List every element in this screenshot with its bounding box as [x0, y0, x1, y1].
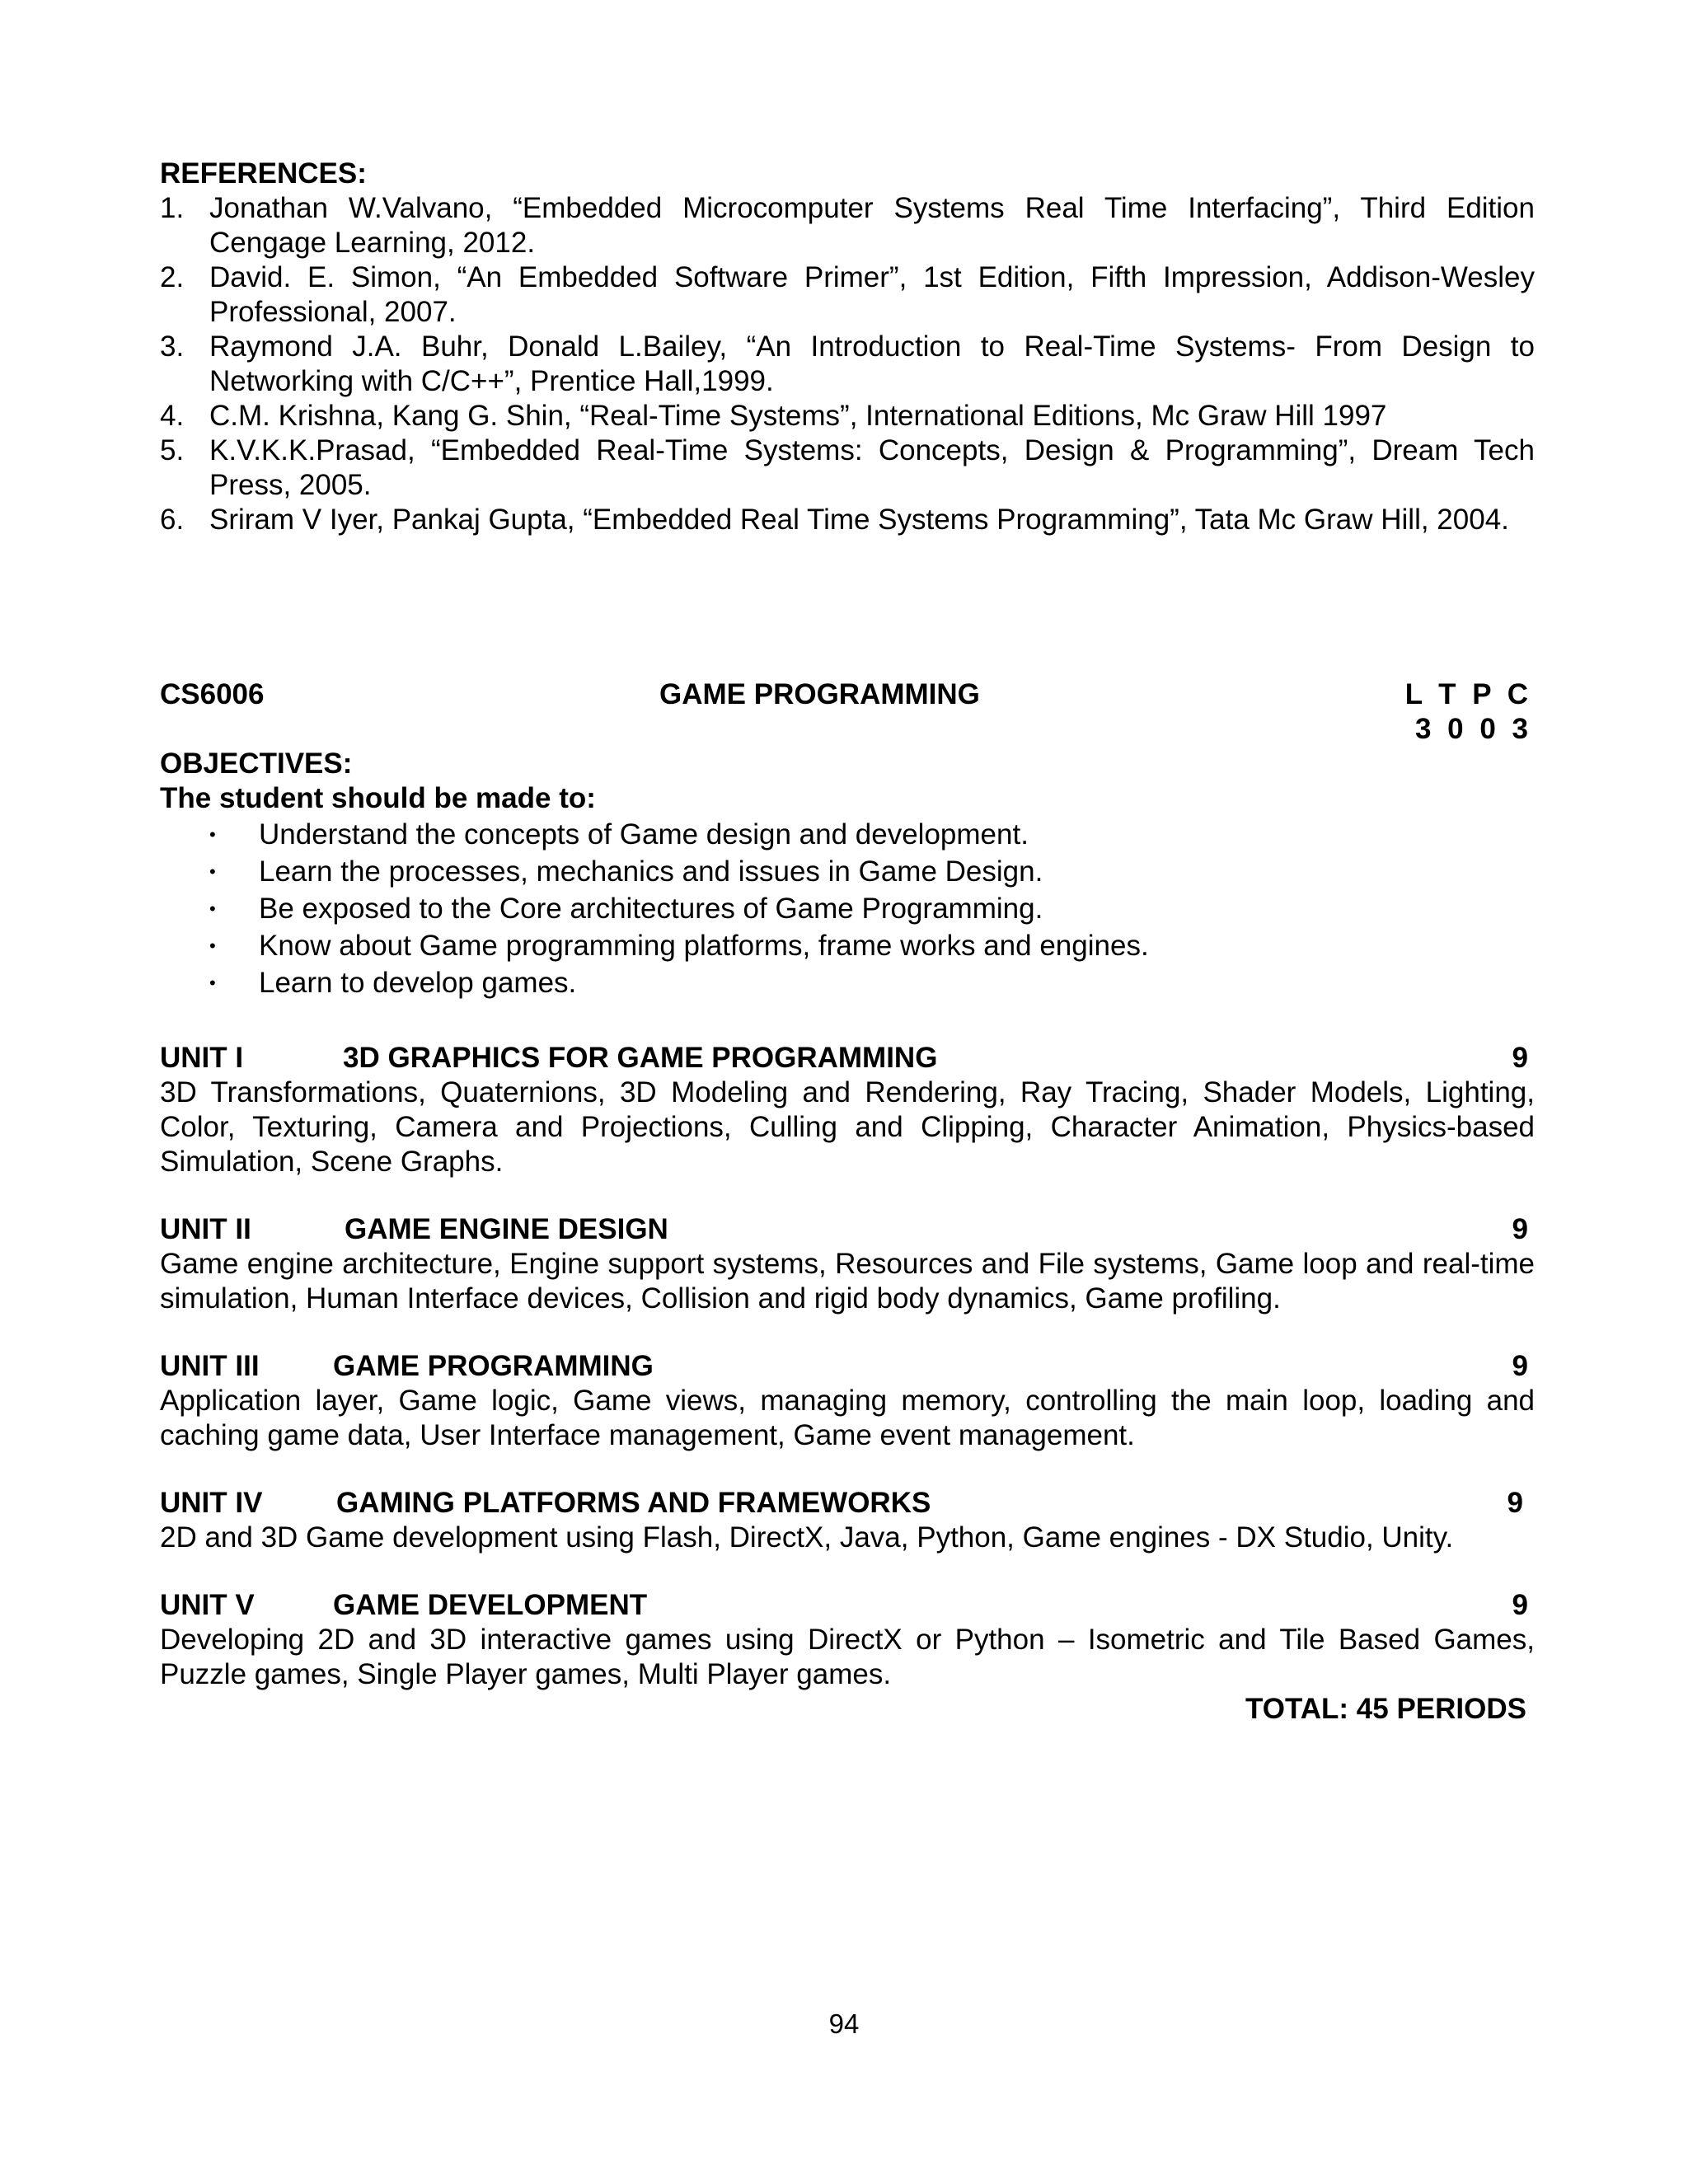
bullet-icon: •: [209, 972, 216, 993]
objective-text: Know about Game programming platforms, frame works and engines.: [259, 930, 1149, 962]
objective-item: [209, 927, 1535, 964]
unit-header: [160, 1349, 1535, 1384]
unit-hours: 9: [1507, 1487, 1523, 1519]
unit-hours: 9: [1512, 1589, 1528, 1621]
reference-item: [160, 503, 1535, 537]
ltpc-block: [1405, 677, 1528, 747]
reference-item: [160, 191, 1535, 260]
unit-header: [160, 1588, 1535, 1623]
objective-text: Learn the processes, mechanics and issues in Game Design.: [259, 855, 1043, 888]
unit-title: GAME ENGINE DESIGN: [345, 1213, 668, 1245]
references-heading: REFERENCES:: [160, 157, 367, 190]
unit-label: UNIT V: [160, 1589, 255, 1621]
reference-text: C.M. Krishna, Kang G. Shin, “Real-Time Systems”, International Editions, Mc Graw Hill 1997: [209, 400, 1387, 432]
reference-item: [160, 260, 1535, 330]
bullet-icon: •: [209, 824, 216, 845]
unit-hours: 9: [1512, 1213, 1528, 1245]
unit-header: [160, 1212, 1535, 1247]
objectives-list: [160, 816, 1535, 1001]
reference-item: [160, 330, 1535, 399]
unit-hours: 9: [1512, 1042, 1528, 1074]
unit-content: Game engine architecture, Engine support systems, Resources and File systems, Game loop and real-time simulation, Human Interface devices, Collision and rigid body dynamics, Game profiling.: [160, 1248, 1535, 1315]
unit-section: [160, 1041, 1535, 1179]
reference-item: [160, 399, 1535, 434]
objective-item: [209, 816, 1535, 853]
unit-header: [160, 1041, 1535, 1076]
reference-number: 5.: [160, 434, 185, 466]
reference-text: Jonathan W.Valvano, “Embedded Microcomputer Systems Real Time Interfacing”, Third Edition Cengage Learning, 2012.: [209, 192, 1535, 259]
objective-item: [209, 964, 1535, 1001]
objective-item: [209, 853, 1535, 890]
unit-section: [160, 1588, 1535, 1692]
unit-title: GAME PROGRAMMING: [333, 1350, 654, 1382]
reference-number: 4.: [160, 400, 185, 432]
objective-text: Be exposed to the Core architectures of Game Programming.: [259, 893, 1043, 925]
reference-text: Sriram V Iyer, Pankaj Gupta, “Embedded Real Time Systems Programming”, Tata Mc Graw Hill, 2004.: [209, 504, 1509, 536]
reference-item: [160, 434, 1535, 503]
reference-text: David. E. Simon, “An Embedded Software Primer”, 1st Edition, Fifth Impression, Addison-Wesley Professional, 2007.: [209, 261, 1535, 328]
reference-text: K.V.K.K.Prasad, “Embedded Real-Time Systems: Concepts, Design & Programming”, Dream Tech Press, 2005.: [209, 434, 1535, 501]
reference-number: 1.: [160, 192, 185, 224]
reference-number: 2.: [160, 261, 185, 293]
unit-content: Application layer, Game logic, Game views, managing memory, controlling the main loop, loading and caching game data, User Interface management, Game event management.: [160, 1385, 1535, 1451]
references-list: [160, 191, 1535, 537]
course-title: GAME PROGRAMMING: [659, 678, 980, 710]
course-header: [160, 677, 1535, 747]
objective-text: Understand the concepts of Game design and development.: [259, 818, 1029, 851]
course-code: CS6006: [160, 678, 265, 710]
unit-label: UNIT IV: [160, 1487, 263, 1519]
objectives-subheading: The student should be made to:: [160, 782, 596, 814]
unit-label: UNIT III: [160, 1350, 260, 1382]
unit-hours: 9: [1512, 1350, 1528, 1382]
unit-section: [160, 1349, 1535, 1453]
unit-title: GAMING PLATFORMS AND FRAMEWORKS: [336, 1487, 931, 1519]
bullet-icon: •: [209, 935, 216, 956]
ltpc-values: 3 0 0 3: [1414, 713, 1528, 745]
objective-text: Learn to develop games.: [259, 967, 577, 999]
unit-header: [160, 1486, 1535, 1521]
document-page: [160, 157, 1535, 1727]
unit-title: 3D GRAPHICS FOR GAME PROGRAMMING: [343, 1042, 938, 1074]
unit-section: [160, 1486, 1535, 1555]
unit-content: 2D and 3D Game development using Flash, DirectX, Java, Python, Game engines - DX Studio, Unity.: [160, 1521, 1454, 1554]
page-number: 94: [828, 2008, 860, 2039]
objectives-heading: OBJECTIVES:: [160, 748, 353, 780]
bullet-icon: •: [209, 898, 216, 919]
reference-text: Raymond J.A. Buhr, Donald L.Bailey, “An Introduction to Real-Time Systems- From Design to Networking with C/C++”, Prentice Hall,1999.: [209, 330, 1535, 397]
unit-content: Developing 2D and 3D interactive games using DirectX or Python – Isometric and Tile Based Games, Puzzle games, Single Player games, Multi Player games.: [160, 1624, 1535, 1690]
ltpc-labels: L T P C: [1404, 678, 1528, 710]
unit-title: GAME DEVELOPMENT: [333, 1589, 648, 1621]
total-periods: TOTAL: 45 PERIODS: [1245, 1693, 1526, 1725]
objective-item: [209, 890, 1535, 927]
unit-label: UNIT II: [160, 1213, 251, 1245]
unit-content: 3D Transformations, Quaternions, 3D Modeling and Rendering, Ray Tracing, Shader Models, Lighting, Color, Texturing, Camera and Projections, Culling and Clipping, Character Animation, Physics-based Simulation, Scene Graphs.: [160, 1076, 1535, 1178]
reference-number: 3.: [160, 330, 185, 363]
reference-number: 6.: [160, 504, 185, 536]
unit-label: UNIT I: [160, 1042, 244, 1074]
unit-section: [160, 1212, 1535, 1316]
bullet-icon: •: [209, 861, 216, 882]
